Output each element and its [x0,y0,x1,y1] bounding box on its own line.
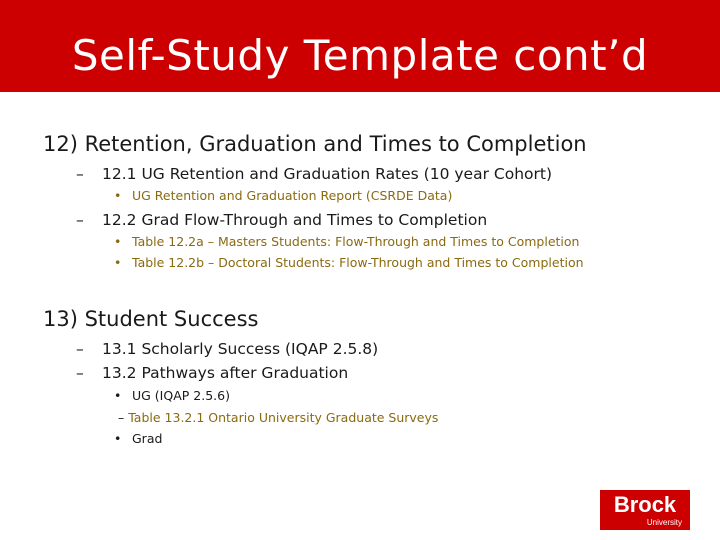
item-13-1 [76,339,378,359]
bullet-glyph: • [114,255,122,270]
item-12-1-label: 12.1 UG Retention and Graduation Rates (10 year Cohort) [102,165,552,183]
bullet-13-2-ug [114,388,230,404]
bullet-glyph: • [114,234,122,249]
bullet-glyph: • [114,388,122,403]
item-13-1-label: 13.1 Scholarly Success (IQAP 2.5.8) [102,340,379,358]
bullet-12-2-b-text: Table 12.2b – Doctoral Students: Flow-Through and Times to Completion [132,255,584,270]
bullet-13-2-grad-text: Grad [132,431,163,446]
bullet-12-2-b [114,255,584,271]
item-12-2 [76,210,487,230]
dash: – [76,340,84,358]
sub-note-text: Table 13.2.1 Ontario University Graduate Surveys [128,410,439,425]
section-13-heading: 13) Student Success [43,307,259,331]
section-12-heading: 12) Retention, Graduation and Times to Completion [43,132,587,156]
brock-logo [600,490,690,530]
bullet-13-2-ug-text: UG (IQAP 2.5.6) [132,388,230,403]
item-12-1 [76,164,552,184]
bullet-glyph: • [114,188,122,203]
bullet-12-2-a-text: Table 12.2a – Masters Students: Flow-Through and Times to Completion [132,234,580,249]
dash: – [76,364,84,382]
item-13-2-label: 13.2 Pathways after Graduation [102,364,349,382]
logo-sub: University [646,518,682,527]
logo-word: Brock [613,492,677,517]
dash: – [76,211,84,229]
bullet-12-2-a [114,234,579,250]
sub-note-dash: – [118,410,125,425]
item-13-2 [76,363,348,383]
bullet-glyph: • [114,431,122,446]
bullet-12-1-a [114,188,452,204]
sub-note-13-2-1 [118,410,438,426]
bullet-13-2-grad [114,431,162,447]
bullet-12-1-a-text: UG Retention and Graduation Report (CSRDE Data) [132,188,453,203]
dash: – [76,165,84,183]
item-12-2-label: 12.2 Grad Flow-Through and Times to Completion [102,211,488,229]
slide-title: Self-Study Template cont’d [71,31,649,80]
